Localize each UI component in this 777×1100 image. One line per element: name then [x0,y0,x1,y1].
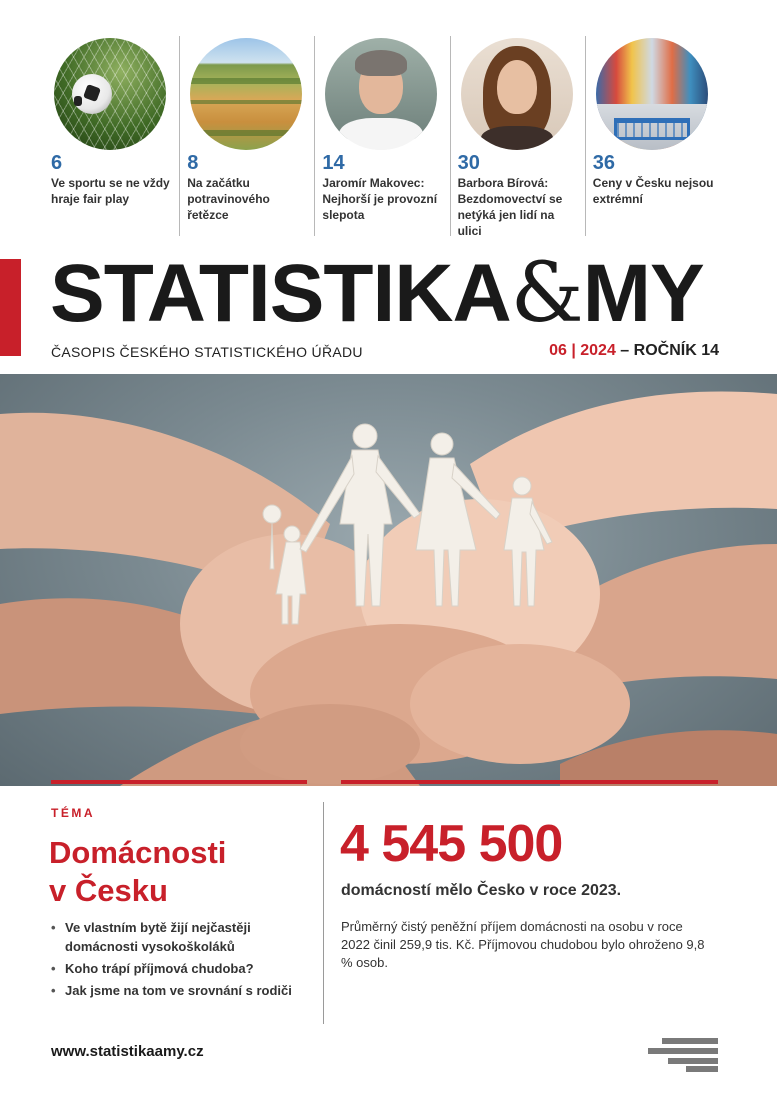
soccer-ball-image [54,38,166,150]
hands-family-illustration [0,374,777,786]
website-link[interactable]: www.statistikaamy.cz [51,1043,204,1060]
topic-title [49,834,319,910]
list-item: • Jak jsme na tom ve srovnání s rodiči [51,981,321,1000]
teaser-food-chain[interactable] [179,36,314,236]
issue-info [549,342,719,360]
topic-label: TÉMA [51,806,95,820]
portrait-man-image [325,38,437,150]
topic-title-line-2: v Česku [49,873,168,908]
teaser-headline: Jaromír Makovec: Nejhorší je provozní slepota [322,176,438,222]
topic-bullet-list [51,918,321,1003]
red-rule-left [51,780,307,784]
teaser-headline: Na začátku potravinového řetězce [187,176,270,222]
volume-number: – ROČNÍK 14 [620,342,719,359]
red-rule-right [341,780,718,784]
title-ampersand: & [510,246,583,341]
teaser-birova[interactable] [450,36,585,236]
list-item: • Koho trápí příjmová chudoba? [51,959,321,978]
teaser-headline: Ve sportu se ne vždy hraje fair play [51,176,170,206]
teaser-sport[interactable] [44,36,179,236]
title-right: MY [582,248,704,339]
teaser-makovec[interactable] [314,36,449,236]
teaser-prices[interactable] [585,36,720,236]
list-item: • Ve vlastním bytě žijí nejčastěji domácnosti vysokoškoláků [51,918,321,956]
teaser-page-number: 14 [322,152,345,174]
cover-photo [0,374,777,786]
magazine-title [50,246,720,341]
magazine-subtitle: ČASOPIS ČESKÉHO STATISTICKÉHO ÚŘADU [51,344,363,360]
teaser-page-number: 36 [592,152,616,174]
teaser-page-number: 8 [187,152,199,174]
column-divider [323,802,324,1024]
teaser-strip [44,36,720,236]
supermarket-cart-image [596,38,708,150]
masthead-red-bar [0,259,21,356]
teaser-headline: Ceny v Česku nejsou extrémní [592,176,714,206]
czso-logo-icon [648,1038,718,1072]
teaser-page-number: 6 [51,152,63,174]
topic-title-line-1: Domácnosti [49,835,227,870]
highlight-caption: domácností mělo Česko v roce 2023. [341,882,622,899]
teaser-page-number: 30 [457,152,480,174]
issue-number: 06 | 2024 [549,342,616,359]
title-left: STATISTIKA [50,248,511,339]
teaser-headline: Barbora Bírová: Bezdomovectví se netýká jen lidí na ulici [457,176,563,238]
highlight-description: Průměrný čistý peněžní příjem domácnosti na osobu v roce 2022 činil 259,9 tis. Kč. Příjmovou chudobou bylo ohroženo 9,8 % osob. [341,919,705,970]
portrait-woman-image [461,38,573,150]
highlight-number: 4 545 500 [340,815,563,873]
farm-fields-image [190,38,302,150]
